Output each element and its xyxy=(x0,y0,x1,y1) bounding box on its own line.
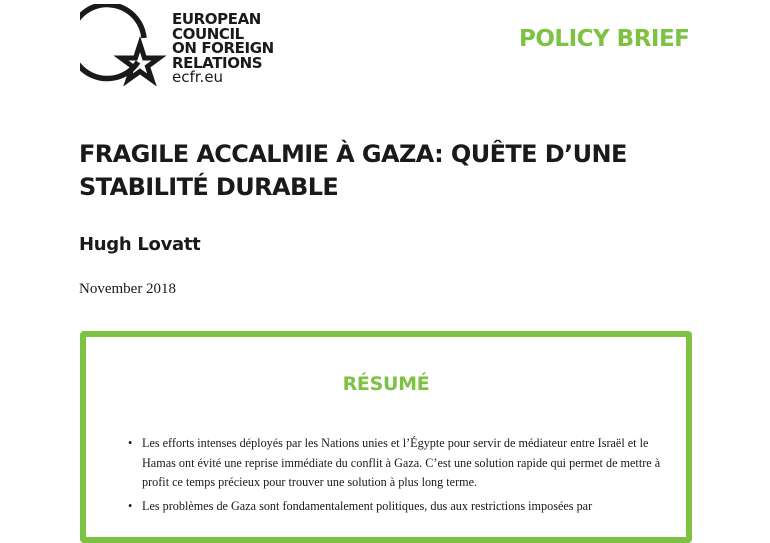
document-title xyxy=(79,138,699,204)
organization-line: RELATIONS xyxy=(172,53,263,72)
website-url: ecfr.eu xyxy=(172,68,224,87)
summary-box xyxy=(80,331,692,543)
publication-date: November 2018 xyxy=(79,281,177,297)
star-in-circle-icon xyxy=(80,4,168,98)
summary-item: • Les problèmes de Gaza sont fondamentalement politiques, dus aux restrictions imposées par xyxy=(128,497,668,517)
organization-line: EUROPEAN xyxy=(172,10,261,28)
summary-heading: RÉSUMÉ xyxy=(342,373,430,395)
organization-line: COUNCIL xyxy=(172,24,244,43)
title-line: STABILITÉ DURABLE xyxy=(79,173,339,201)
author-name: Hugh Lovatt xyxy=(79,234,201,255)
document-type-label: POLICY BRIEF xyxy=(519,26,690,52)
title-line: FRAGILE ACCALMIE À GAZA: QUÊTE D’UNE xyxy=(79,140,627,168)
summary-list xyxy=(128,434,668,520)
organization-line: ON FOREIGN xyxy=(172,39,274,58)
ecfr-logo xyxy=(80,4,168,98)
organization-name xyxy=(172,12,274,85)
summary-item: • Les efforts intenses déployés par les Nations unies et l’Égypte pour servir de médiateur entre Israël et le Hamas ont évité une reprise immédiate du conflit à Gaza. C’est une solution rapide qui permet de mettre à profit ce temps précieux pour trouver une solution à plus long terme. xyxy=(128,434,668,493)
